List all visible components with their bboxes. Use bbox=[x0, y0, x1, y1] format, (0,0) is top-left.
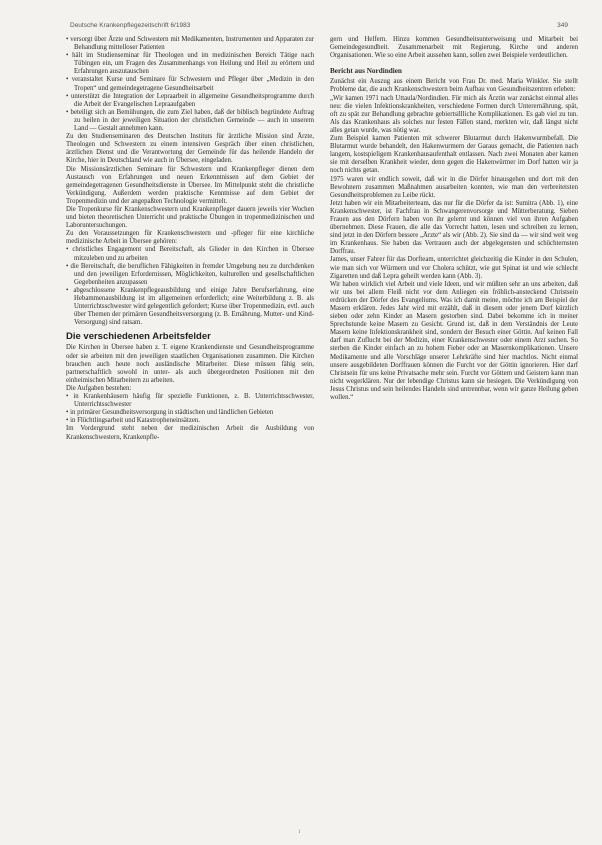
section-heading: Die verschiedenen Arbeitsfelder bbox=[66, 331, 211, 343]
right-column bbox=[330, 36, 578, 402]
bullet-item: • abgeschlossene Krankenpflegeausbildung und einige Jahre Berufserfahrung, eine Hebammenausbildung ist im allgemeinen erforderlich; eine Weiterbildung z. B. als Unterrichtsschwester wird gelegentlich gefordert; Kurse über Tropenmedizin, evtl. auch über Themen der primären Gesundheitsversorgung (z. B. Ernährung, Mutter- und Kind-Versorgung) sind ratsam. bbox=[66, 287, 314, 327]
paragraph-continued: gern und Helfern. Hinzu kommen Gesundheitsunterweisung und Mitarbeit bei Gemeindegesundheit. Zusammenarbeit mit Regierung, Kirche und anderen Organisationen. Wie so eine Arbeit aussehen kann, sollen zwei Beispiele verdeutlichen. bbox=[330, 36, 578, 60]
bullet-item: • beteiligt sich an Bemühungen, die zum Ziel haben, daß der biblisch begründete Auftrag zu heilen in der jeweiligen Situation der christlichen Gemeinde — auch in unserem Land — Gestalt annehmen kann. bbox=[66, 109, 314, 133]
bullet-item: • in Flüchtlingsarbeit und Katastropheneinsätzen. bbox=[66, 417, 314, 425]
paragraph-1971: „Wir kamen 1971 nach Uttaula/Nordindien. Für mich als Ärztin war zunächst einmal alles neu: die vielen Infektionskrankheiten, verschiedene Formen durch Unterernährung, spät, oft zu spät zur Behandlung gebrachte gebiertsillliche Komplikationen. Es gab viel zu tun. Als das Krankenhaus als solches nur festen Fällen stand, merkten wir, daß längst nicht alles getan wurde, was nötig war. bbox=[330, 94, 578, 134]
subheading: Bericht aus Nordindien bbox=[330, 67, 402, 76]
paragraph-tropenkurse: Die Tropenkurse für Krankenschwestern und Krankenpfleger dauern jeweils vier Wochen und bieten theoretischen Unterricht und praktische Übungen in tropenmedizinischen und Laboruntersuchungen. bbox=[66, 205, 314, 230]
paragraph-aufgaben: Die Aufgaben bestehen: bbox=[66, 384, 132, 392]
paragraph-intro: Zunächst ein Auszug aus einem Bericht von Frau Dr. med. Maria Winkler. Sie stellt Probleme dar, die auch Krankenschwestern beim Aufbau von Gesundheitszentren erleben: bbox=[330, 78, 578, 94]
paragraph-missionsseminare: Die Missionsärztlichen Seminare für Schwestern und Krankenpfleger dienen dem Austausch von Erfahrungen und neuen Erkenntnissen auf dem Gebiet der gemeindegetragenen Gesundheitsdienste in Übersee. Im Mittelpunkt steht die christliche Verkündigung. Außerdem werden praktische Kenntnisse auf dem Gebiet der Tropenmedizin und der angepaßten Technologie vermittelt. bbox=[66, 165, 314, 205]
journal-title: Deutsche Krankenpflegezeitschrift 6/1983 bbox=[70, 22, 191, 29]
paragraph-vordergrund: Im Vordergrund steht neben der medizinischen Arbeit die Ausbildung von Krankenschwestern, Krankenpfle- bbox=[66, 425, 314, 441]
bullet-item: • unterstützt die Integration der Lepraarbeit in allgemeine Gesundheitsprogramme durch die Arbeit der Evangelischen Lepraaufgaben bbox=[66, 93, 314, 109]
bullet-item: • hält im Studienseminar für Theologen und im medizinischen Bereich Tätige nach Tübingen ein, um Fragen des Zusammenhangs von Heilung und Heil zu erörtern und Erfahrungen auszutauschen bbox=[66, 52, 314, 76]
bullet-item: • veranstaltet Kurse und Seminare für Schwestern und Pfleger über „Medizin in den Tropen“ und gemeindegetragene Gesundheitsarbeit bbox=[66, 76, 314, 92]
paragraph-masern: Wir haben wirklich viel Arbeit und viele Ideen, und wir müßten sehr an uns arbeiten, daß wir uns bei allem Fleiß nicht vor dem Anliegen ein fröhlich-ansteckend Christsein erdrücken der Dörfer des Evangeliums. Was ich damit meine, möchte ich am Beispiel der Masern erklären. Jedes Jahr wird mit erzählt, daß in diesem oder jenem Dorf kürzlich sieben oder zehn Kinder an Masern gestorben sind. Dabei bekomme ich in meiner Sprechstunde keine Masern zu Gesicht. Grund ist, daß in dem Verständnis der Leute Masern keine Infektionskrankheit sind, sondern der Besuch einer Göttin. Auf keinen Fall darf man Zuflucht bei der Medizin, einer Krankenschwester oder einem Arzt suchen. So sterben die Kinder einfach an zu hohem Fieber oder an Masernkomplikationen. Unsere Medikamente und alle Vorschläge unserer Lehrkräfte sind hier machtlos. Nicht einmal unsere ausgebildeten Dorffrauen können die Furcht vor der Göttin ignorieren. Hier darf Christsein für uns keine Privatsache mehr sein. Furcht vor Göttern und Geistern kann man nicht wegerklären. Nur der lebendige Christus kann sie besiegen. Die Verkündigung von Jesus Christus und sein heilendes Handeln sind untrennbar, wenn wir ganze Heilung geben wollen.“ bbox=[330, 280, 578, 402]
bullet-item: • in primärer Gesundheitsversorgung in städtischen und ländlichen Gebieten bbox=[66, 409, 314, 417]
paragraph-studienseminare: Zu den Studienseminaren des Deutschen Instituts für ärztliche Mission sind Ärzte, Theologen und Schwestern zu einem intensiven Gespräch über einen christlichen, ärztlichen Dienst und die Verantwortung der Gemeinde für das heilende Handeln der Kirche, hier in Deutschland wie auch in Übersee, eingeladen. bbox=[66, 133, 314, 165]
paragraph-1975: 1975 waren wir endlich soweit, daß wir in die Dörfer hinausgehen und dort mit den Bewohnern zusammen Maßnahmen ausarbeiten konnten, wie man den verbreitetsten Gesundheitsproblemen zu Leibe rückt. bbox=[330, 175, 578, 199]
paragraph-beispiel: Zum Beispiel kamen Patienten mit schwerer Blutarmut durch Hakenwurmbefall. Die Blutarmut wurde behandelt, den Hakenwurmern der Garaus gemacht, die Patienten nach langem, kostspieligem Krankenhausaufenthalt entlassen. Nach zwei Monaten aber kamen sie mit derselben Krankheit wieder, denn gegen die Hakenwürmer im Dorf hatten wir ja noch nichts getan. bbox=[330, 135, 578, 175]
left-column bbox=[66, 36, 314, 442]
bullet-item: • in Krankenhäusern häufig für spezielle Funktionen, z. B. Unterrichtsschwester, Unterrichtsschwester bbox=[66, 393, 314, 409]
paragraph-team: Jetzt haben wir ein Mitarbeiterteam, das nur für die Dörfer da ist: Sumitra (Abb. 1), eine Krankenschwester, ist Fachfrau in Schwangerenvorsorge und Mütterberatung. Sieben Frauen aus den Dörfern haben von ihr gelernt und können viel von ihren Aufgaben übernehmen. Diese Frauen, die alle das Vorrecht hatten, lesen und schreiben zu lernen, sind jetzt in den Dörfern bessere „Ärzte“ als wir (Abb. 2). Sie sind da — wir sind weit weg im Krankenhaus. Sie haben das Vertrauen auch der abgelegensten und schüchternsten Dorffrau. bbox=[330, 199, 578, 256]
paragraph-voraussetzungen: Zu den Voraussetzungen für Krankenschwestern und -pfleger für eine kirchliche medizinische Arbeit in Übersee gehören: bbox=[66, 230, 314, 246]
paragraph-kirchen: Die Kirchen in Übersee haben z. T. eigene Krankendienste und Gesundheitsprogramme oder sie arbeiten mit den jeweiligen staatlichen Organisationen zusammen. Die Kirchen brauchen auch heute noch ausländische Mitarbeiter. Diese müssen fähig sein, partnerschaftlich sowohl in unter- als auch übergeordneten Positionen mit den einheimischen Mitarbeitern zu arbeiten. bbox=[66, 344, 314, 384]
running-head bbox=[70, 22, 568, 29]
bullet-item: • versorgt über Ärzte und Schwestern mit Medikamenten, Instrumenten und Apparaten zur Behandlung mittelloser Patienten bbox=[66, 36, 314, 52]
bullet-item: • die Bereitschaft, die beruflichen Fähigkeiten in fremder Umgebung neu zu durchdenken und den jeweiligen Erfordernissen, Möglichkeiten, kulturellen und gesellschaftlichen Gegebenheiten anzupassen bbox=[66, 263, 314, 287]
paragraph-james: James, unser Fahrer für das Dorfteam, unterrichtet gleichzeitig die Kinder in den Schulen, wie man sich vor Würmern und vor Cholera schützt, wie gut Spinat ist und wie schlecht Zigaretten und daß Lepra geheilt werden kann (Abb. 3). bbox=[330, 256, 578, 280]
bullet-item: • christliches Engagement und Bereitschaft, als Glieder in den Kirchen in Übersee mitzuleben und zu arbeiten bbox=[66, 246, 314, 262]
page-number: 349 bbox=[557, 22, 568, 29]
footer-mark: 1 bbox=[298, 830, 301, 835]
